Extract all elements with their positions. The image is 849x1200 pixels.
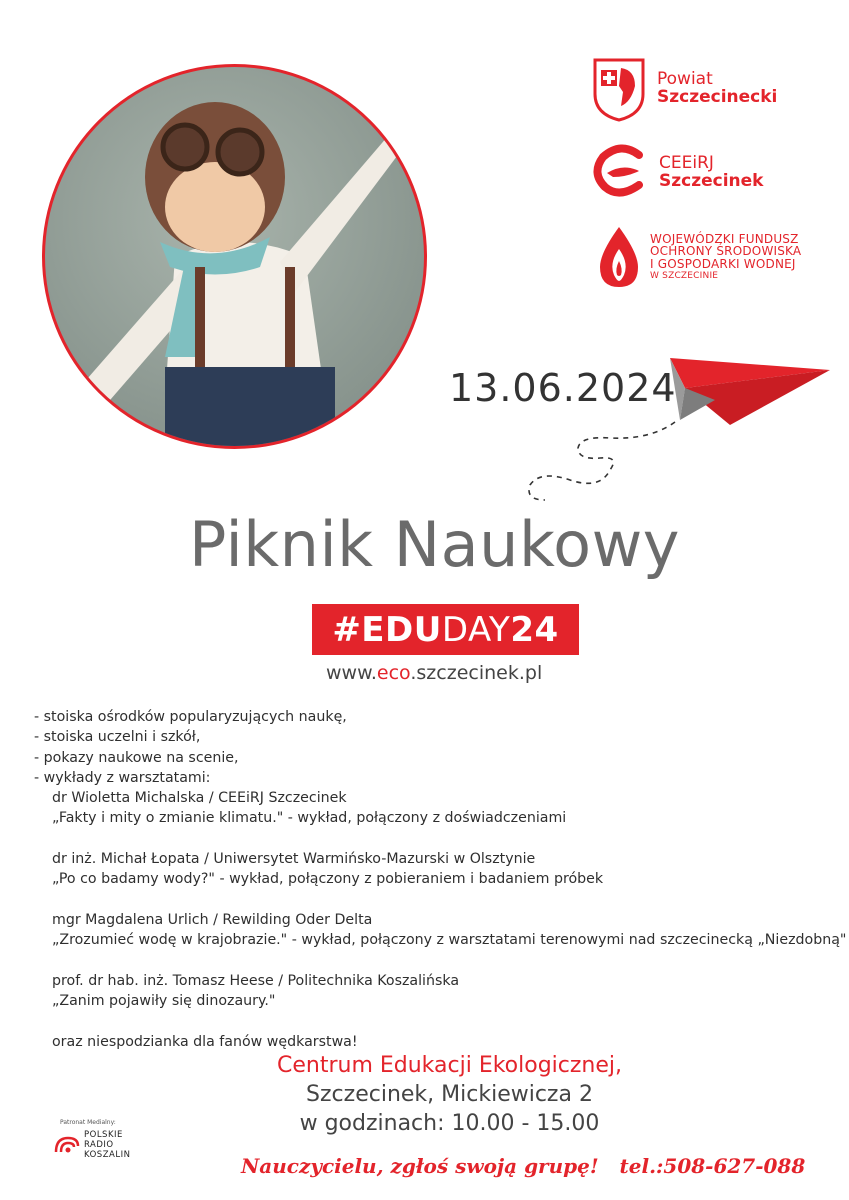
hashtag-badge (312, 604, 579, 655)
lecture-speaker: mgr Magdalena Urlich / Rewilding Oder Delta (52, 911, 373, 928)
patron-line3: KOSZALIN (84, 1150, 131, 1160)
patron-label: Patronat Medialny: (60, 1119, 116, 1126)
program-list (34, 707, 847, 1052)
event-title (0, 508, 849, 581)
patron-line1: POLSKIE (84, 1130, 123, 1140)
logo-wfos-line1: WOJEWÓDZKI FUNDUSZ (650, 231, 799, 246)
water-drop-flame-icon (594, 225, 644, 289)
media-patron (52, 1119, 130, 1160)
lecture-topic: „Po co badamy wody?" - wykład, połączony z pobieraniem i badaniem próbek (52, 871, 604, 888)
patron-logo (52, 1130, 130, 1160)
event-date: 13.06.2024 (449, 366, 677, 410)
logo-ceeirj-line1: CEEiRJ (659, 153, 714, 174)
lecture-speaker: dr inż. Michał Łopata / Uniwersytet Warmińsko-Mazurski w Olsztynie (52, 851, 536, 868)
hashtag-part1: #EDU (332, 609, 442, 650)
surprise-note: oraz niespodzianka dla fanów wędkarstwa! (52, 1033, 358, 1050)
website-prefix: www. (326, 662, 377, 684)
website-highlight: eco (376, 662, 411, 684)
ceeirj-swirl-icon (591, 143, 651, 203)
logo-wfos-line2: OCHRONY ŚRODOWISKA (650, 244, 802, 259)
logo-ceeirj-line2: Szczecinek (659, 171, 764, 191)
logo-powiat-line2: Szczecinecki (657, 87, 778, 107)
lecture-topic: „Zrozumieć wodę w krajobrazie." - wykład, połączony z warsztatami terenowymi nad szczecinecką „Niezdobną" (52, 932, 847, 949)
logo-wfos-line4: W SZCZECINIE (650, 270, 719, 281)
venue-address: Szczecinek, Mickiewicza 2 (306, 1082, 593, 1107)
logo-wfosigw (594, 225, 801, 289)
program-item: - wykłady z warsztatami: (34, 769, 211, 786)
venue-name: Centrum Edukacji Ekologicznej, (276, 1053, 623, 1078)
lecture-topic: „Fakty i mity o zmianie klimatu." - wykład, połączony z doświadczeniami (52, 810, 567, 827)
call-to-action: Nauczycielu, zgłoś swoją grupę! tel.:508-627-088 (241, 1154, 806, 1178)
event-title-text: Piknik Naukowy (189, 508, 680, 581)
coat-of-arms-icon (591, 56, 647, 122)
lecture-topic: „Zanim pojawiły się dinozaury." (52, 993, 276, 1010)
radio-wave-icon (52, 1132, 82, 1158)
program-item: - stoiska ośrodków popularyzujących naukę, (34, 709, 347, 725)
logo-powiat-szczecinecki (591, 56, 777, 122)
program-item: - stoiska uczelni i szkół, (34, 729, 201, 746)
website-suffix: .szczecinek.pl (410, 662, 543, 684)
program-item: - pokazy naukowe na scenie, (34, 749, 239, 766)
hashtag-part3: 24 (510, 609, 559, 650)
venue-hours: w godzinach: 10.00 - 15.00 (299, 1111, 600, 1136)
logo-powiat-line1: Powiat (657, 69, 713, 90)
photo-illustration (45, 67, 427, 449)
paper-plane-icon (500, 330, 840, 520)
photo-aviator-child (42, 64, 427, 449)
lecture-speaker: prof. dr hab. inż. Tomasz Heese / Politechnika Koszalińska (52, 972, 460, 989)
logo-wfos-line3: I GOSPODARKI WODNEJ (650, 257, 796, 272)
lecture-speaker: dr Wioletta Michalska / CEEiRJ Szczecinek (52, 790, 347, 807)
hashtag-part2: DAY (441, 609, 511, 650)
website-link[interactable] (326, 662, 542, 684)
patron-line2: RADIO (84, 1140, 114, 1150)
logo-ceeirj (591, 143, 763, 203)
